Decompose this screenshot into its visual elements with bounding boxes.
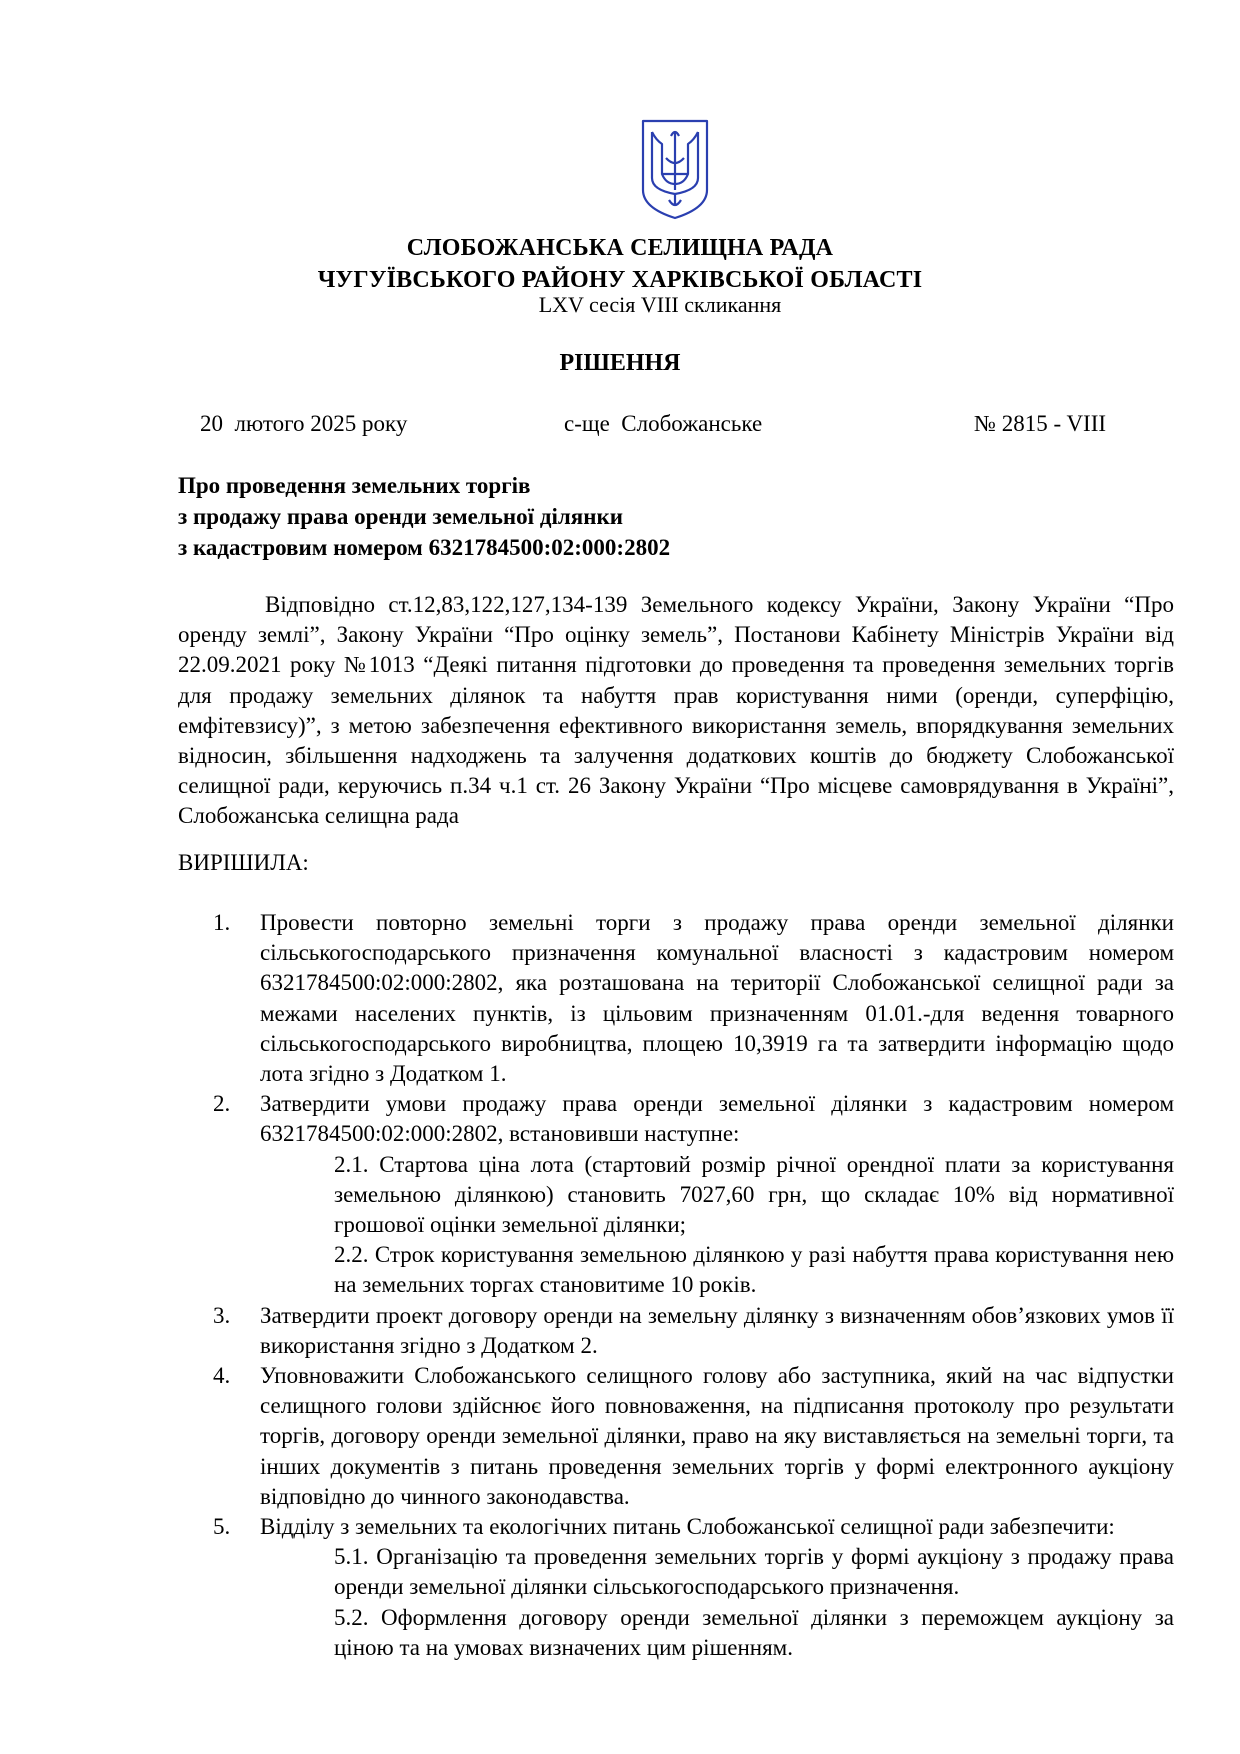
decision-item [178, 1512, 1174, 1663]
decision-items [178, 908, 1174, 1663]
document-meta [0, 409, 1240, 439]
item-text: Уповноважити Слобожанського селищного голову або заступника, який на час відпустки селищного голови здійснює його повноваження, на підписання протоколу про результати торгів, договору оренди земельної ділянки, право на яку виставляється на земельні торги, та інших документів з питань проведення земельних торгів у формі електронного аукціону відповідно до чинного законодавства. [260, 1363, 1174, 1509]
session-line: LXV сесія VIII скликання [538, 292, 782, 317]
subject-line-1: Про проведення земельних торгів [178, 473, 531, 498]
subject-line-2: з продажу права оренди земельної ділянки [178, 504, 623, 529]
item-number: 1. [213, 910, 231, 935]
item-number: 4. [213, 1363, 231, 1389]
item-text: Затвердити проект договору оренди на земельну ділянку з визначенням обов’язкових умов її використання згідно з Додатком 2. [260, 1302, 1174, 1358]
decision-item [178, 1089, 1174, 1300]
subject-line-3: з кадастровим номером 6321784500:02:000:2802 [178, 535, 671, 560]
document-place: с-ще Слобожанське [564, 411, 763, 436]
document-date: 20 лютого 2025 року [200, 411, 408, 436]
document-subject [178, 470, 670, 563]
sub-item: 5.1. Організацію та проведення земельних торгів у формі аукціону з продажу права оренди земельної ділянки сільськогосподарського призначення. [334, 1544, 1174, 1600]
sub-item: 5.2. Оформлення договору оренди земельної ділянки з переможцем аукціону за ціною та на умовах визначених цим рішенням. [334, 1604, 1174, 1660]
decision-item [178, 1361, 1174, 1512]
item-number: 3. [213, 1302, 231, 1328]
council-name [0, 232, 1240, 296]
document-number: № 2815 - VIII [974, 411, 1107, 436]
resolved-heading: ВИРІШИЛА: [178, 850, 309, 875]
item-number: 2. [213, 1091, 231, 1117]
item-text: Провести повторно земельні торги з продажу права оренди земельної ділянки сільськогосподарського призначення комунальної власності з кадастровим номером 6321784500:02:000:2802, яка розташована на території Слобожанської селищної ради за межами населених пунктів, із цільовим призначенням 01.01.-для ведення товарного сільськогосподарського виробництва, площею 10,3919 га та затвердити інформацію щодо лота згідно з Додатком 1. [260, 910, 1174, 1087]
decision-item [178, 1301, 1174, 1361]
item-number: 5. [213, 1514, 231, 1540]
decision-item [178, 908, 1174, 1089]
coat-of-arms-icon [640, 118, 710, 221]
item-text: Затвердити умови продажу права оренди земельної ділянки з кадастровим номером 6321784500:02:000:2802, встановивши наступне: [260, 1091, 1174, 1147]
document-type: РІШЕННЯ [559, 350, 681, 376]
preamble-paragraph: Відповідно ст.12,83,122,127,134-139 Земельного кодексу України, Закону України “Про оренду землі”, Закону України “Про оцінку земель”, Постанови Кабінету Міністрів України від 22.09.2021 року №1013 “Деякі питання підготовки до проведення та проведення земельних торгів для продажу земельних ділянок та набуття прав користування ними (оренди, суперфіцію, емфітевзису)”, з метою забезпечення ефективного використання земель, впорядкування земельних відносин, збільшення надходжень та залучення додаткових коштів до бюджету Слобожанської селищної ради, керуючись п.34 ч.1 ст. 26 Закону України “Про місцеве самоврядування в Україні”, Слобожанська селищна рада [178, 592, 1174, 829]
sub-item: 2.1. Стартова ціна лота (стартовий розмір річної орендної плати за користування земельною ділянкою) становить 7027,60 грн, що складає 10% від нормативної грошової оцінки земельної ділянки; [334, 1151, 1174, 1238]
council-line-2: ЧУГУЇВСЬКОГО РАЙОНУ ХАРКІВСЬКОЇ ОБЛАСТІ [317, 267, 923, 293]
sub-item: 2.2. Строк користування земельною ділянкою у разі набуття права користування нею на земельних торгах становитиме 10 років. [334, 1242, 1174, 1298]
council-line-1: СЛОБОЖАНСЬКА СЕЛИЩНА РАДА [406, 235, 834, 261]
item-text: Відділу з земельних та екологічних питань Слобожанської селищної ради забезпечити: [260, 1514, 1115, 1540]
